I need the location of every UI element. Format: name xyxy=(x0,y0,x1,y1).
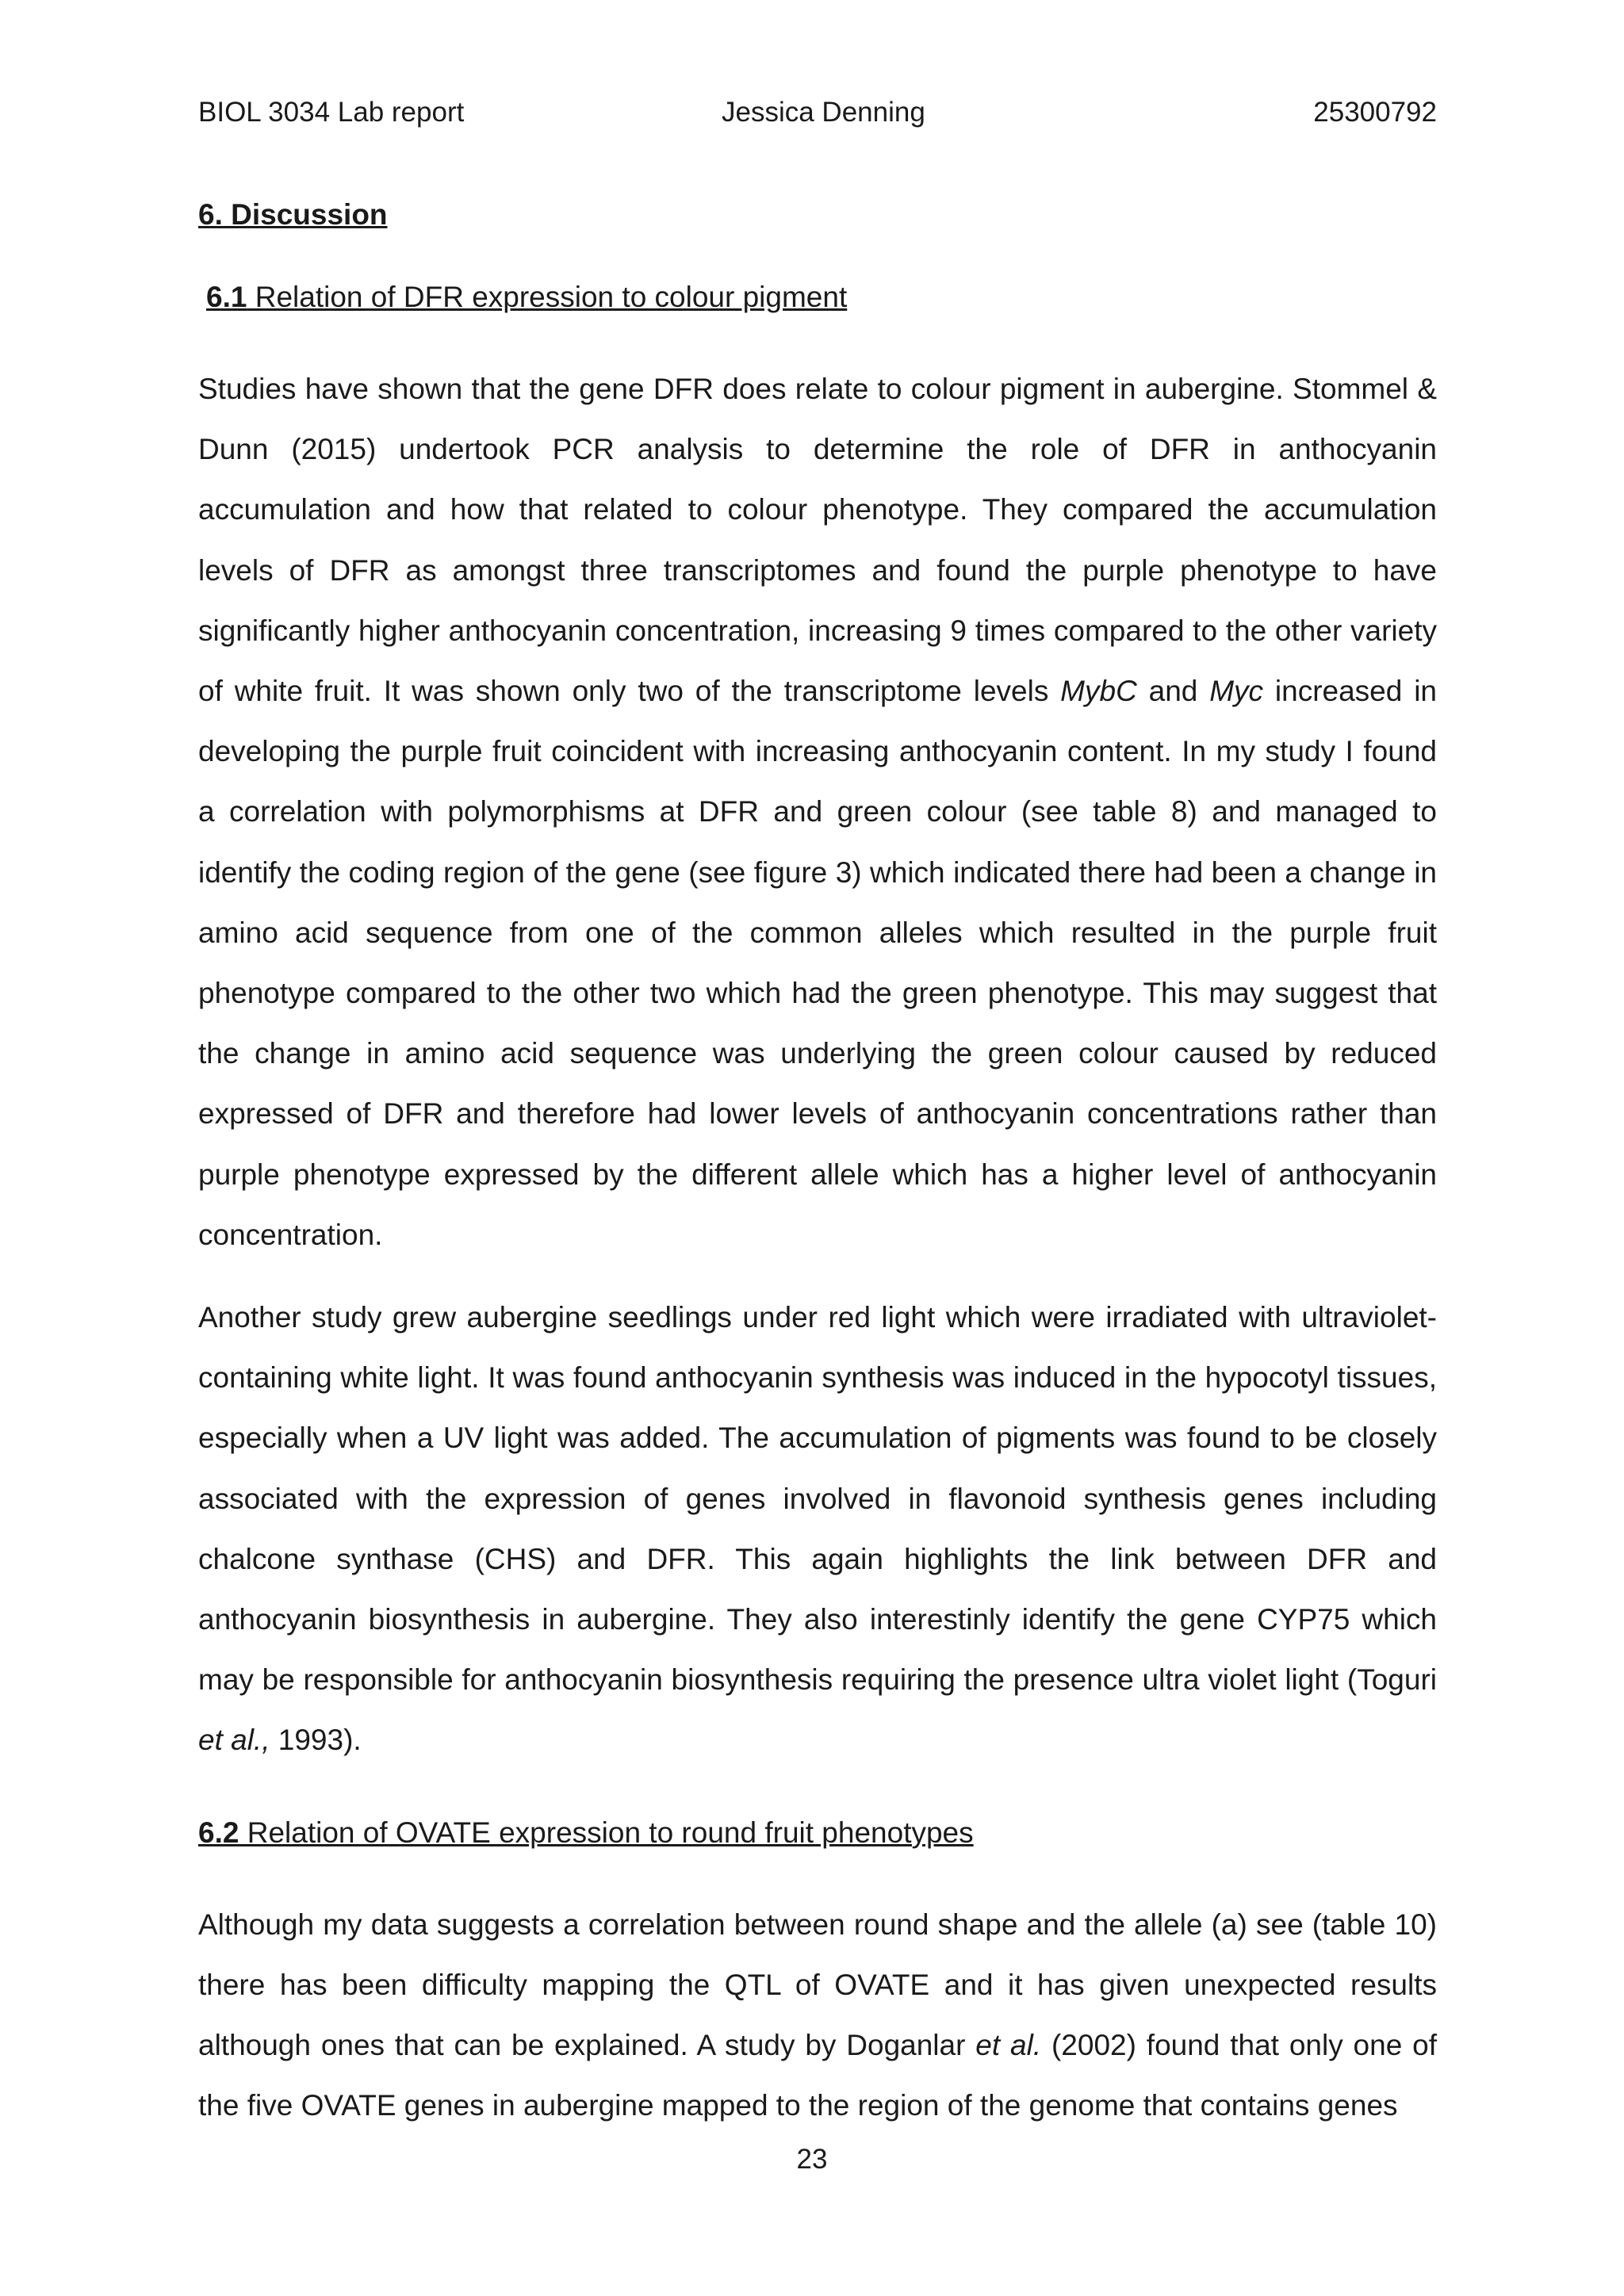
subsection-6-1-heading xyxy=(198,277,1437,318)
page-body xyxy=(198,194,1437,2136)
citation-et-al-doganlar: et al. xyxy=(975,2029,1042,2062)
subsection-6-2-number: 6.2 xyxy=(198,1816,239,1849)
para1-text-3: increased in developing the purple fruit coincident with increasing anthocyanin content. In my study I found a correlation with polymorphisms at DFR and green colour (see table 8) and managed to identify the coding region of the gene (see figure 3) which indicated there had been a change in amino acid sequence from one of the common alleles which resulted in the purple fruit phenotype compared to the other two which had the green phenotype. This may suggest that the change in amino acid sequence was underlying the green colour caused by reduced expressed of DFR and therefore had lower levels of anthocyanin concentrations rather than purple phenotype expressed by the different allele which has a higher level of anthocyanin concentration. xyxy=(198,675,1437,1251)
gene-mybc: MybC xyxy=(1060,675,1137,708)
subsection-6-2-heading xyxy=(198,1812,1437,1854)
section-title: 6. Discussion xyxy=(198,198,388,231)
para2-text-2: 1993). xyxy=(270,1724,362,1757)
page-header xyxy=(198,97,1437,136)
paragraph-dfr-stommel xyxy=(198,359,1437,1265)
para3-text-1: Although my data suggests a correlation between round shape and the allele (a) see (table 10) there has been difficulty mapping the QTL of OVATE and it has given unexpected results although ones that can be explained. A study by Doganlar xyxy=(198,1908,1437,2062)
subsection-6-1-title: Relation of DFR expression to colour pigment xyxy=(247,281,848,313)
header-course: BIOL 3034 Lab report xyxy=(198,97,465,128)
para1-text-2: and xyxy=(1136,675,1210,708)
header-student-id: 25300792 xyxy=(1313,97,1437,128)
page-number: 23 xyxy=(796,2144,828,2175)
subsection-6-1-number: 6.1 xyxy=(206,281,247,313)
header-author: Jessica Denning xyxy=(722,97,925,128)
gene-myc: Myc xyxy=(1209,675,1264,708)
para2-text-1: Another study grew aubergine seedlings under red light which were irradiated with ultraviolet-containing white light. It was found anthocyanin synthesis was induced in the hypocotyl tissues, especially when a UV light was added. The accumulation of pigments was found to be closely associated with the expression of genes involved in flavonoid synthesis genes including chalcone synthase (CHS) and DFR. This again highlights the link between DFR and anthocyanin biosynthesis in aubergine. They also interestinly identify the gene CYP75 which may be responsible for anthocyanin biosynthesis requiring the presence ultra violet light (Toguri xyxy=(198,1301,1437,1697)
subsection-6-2-title: Relation of OVATE expression to round fruit phenotypes xyxy=(239,1816,974,1849)
paragraph-dfr-uv-light xyxy=(198,1288,1437,1771)
paragraph-ovate xyxy=(198,1895,1437,2137)
para3-text-2: (2002) found that only one of the five OVATE genes in aubergine mapped to the region of the genome that contains genes xyxy=(198,2029,1438,2122)
citation-et-al: et al., xyxy=(198,1724,270,1757)
para1-text-1: Studies have shown that the gene DFR does relate to colour pigment in aubergine. Stommel & Dunn (2015) undertook PCR analysis to determine the role of DFR in anthocyanin accumulation and how that related to colour phenotype. They compared the accumulation levels of DFR as amongst three transcriptomes and found the purple phenotype to have significantly higher anthocyanin concentration, increasing 9 times compared to the other variety of white fruit. It was shown only two of the transcriptome levels xyxy=(198,373,1437,708)
